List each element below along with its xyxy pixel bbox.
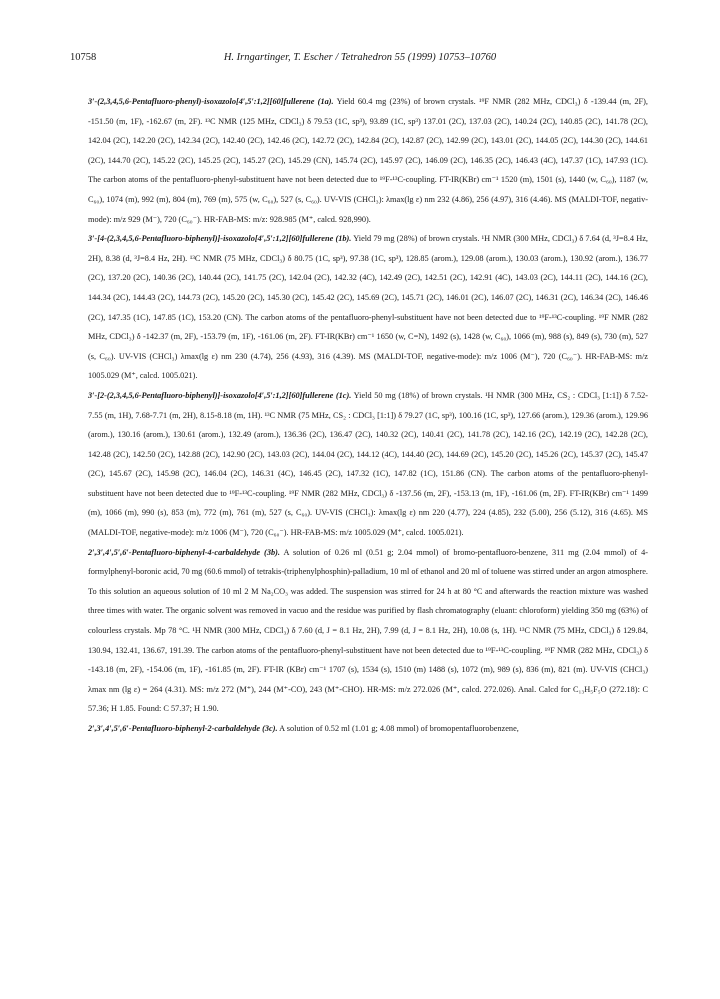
paragraph-3c bbox=[88, 719, 648, 739]
paragraph-1b bbox=[88, 229, 648, 386]
page-number: 10758 bbox=[70, 52, 97, 63]
compound-title: 2′,3′,4′,5′,6′-Pentafluoro-biphenyl-2-carbaldehyde (3c). bbox=[88, 724, 278, 733]
compound-title: 3′-[2-(2,3,4,5,6-Pentafluoro-biphenyl)]-isoxazolo[4′,5′:1,2][60]fullerene (1c). bbox=[88, 390, 352, 400]
compound-title: 3′-(2,3,4,5,6-Pentafluoro-phenyl)-isoxazolo[4′,5′:1,2][60]fullerene (1a). bbox=[88, 97, 334, 106]
compound-title: 3′-[4-(2,3,4,5,6-Pentafluoro-biphenyl)]-isoxazolo[4′,5′:1,2][60]fullerene (1b). bbox=[88, 234, 352, 244]
paragraph-text: Yield 50 mg (18%) of brown crystals. ¹H NMR (300 MHz, CS₂ : CDCl₃ [1:1]) δ 7.52-7.55 (m, 1H), 7.68-7.71 (m, 2H), 8.15-8.18 (m, 1H). ¹³C NMR (75 MHz, CS₂ : CDCl₃ [1:1]) δ 79.27 (1C, sp³), 100.16 (1C, sp³), 127.66 (arom.), 129.36 (arom.), 129.96 (arom.), 130.16 (arom.), 130.61 (arom.), 132.49 (arom.), 136.36 (2C), 136.47 (2C), 140.32 (2C), 140.41 (2C), 141.78 (2C), 142.16 (2C), 142.19 (2C), 142.28 (2C), 142.48 (2C), 142.50 (2C), 142.88 (2C), 142.90 (2C), 143.03 (2C), 144.04 (2C), 144.12 (4C), 144.40 (2C), 144.69 (2C), 145.20 (2C), 145.26 (2C), 145.37 (2C), 145.47 (2C), 145.67 (2C), 145.98 (2C), 146.04 (2C), 146.31 (4C), 146.45 (2C), 147.32 (1C), 147.82 (1C), 151.86 (CN). The carbon atoms of the pentafluoro-phenyl-substituent have not been detected due to ¹⁹F-¹³C-coupling. ¹⁹F NMR (282 MHz, CDCl₃) δ -137.56 (m, 2F), -153.13 (m, 1F), -161.06 (m, 2F). FT-IR(KBr) cm⁻¹ 1499 (m), 1066 (m), 990 (s), 853 (m), 772 (m), 761 (m), 527 (s, C₆₀). UV-VIS (CHCl₃): λmax(lg ε) nm 220 (4.77), 224 (4.85), 232 (5.00), 256 (5.12), 316 (4.65). MS (MALDI-TOF, negative-mode): m/z 1006 (M⁻), 720 (C₆₀⁻). HR-FAB-MS: m/z 1005.029 (M⁺, calcd. 1005.021). bbox=[88, 390, 649, 538]
paragraph-text: Yield 60.4 mg (23%) of brown crystals. ¹⁹F NMR (282 MHz, CDCl₃) δ -139.44 (m, 2F), -151.50 (m, 1F), -162.67 (m, 2F). ¹³C NMR (125 MHz, CDCl₃) δ 79.53 (1C, sp³), 93.89 (1C, sp³) 137.01 (2C), 137.03 (2C), 140.24 (2C), 140.85 (2C), 141.78 (2C), 142.04 (2C), 142.20 (2C), 142.34 (2C), 142.40 (2C), 142.46 (2C), 142.72 (2C), 142.84 (2C), 142.87 (2C), 142.99 (2C), 143.01 (2C), 144.05 (2C), 144.30 (2C), 144.61 (2C), 144.70 (2C), 145.22 (2C), 145.25 (2C), 145.27 (2C), 145.29 (CN), 145.74 (2C), 145.97 (2C), 146.09 (2C), 146.35 (2C), 146.43 (4C), 147.37 (1C), 147.93 (1C). The carbon atoms of the pentafluoro-phenyl-substituent have not been detected due to ¹⁹F-¹³C-coupling. FT-IR(KBr) cm⁻¹ 1520 (m), 1501 (s), 1440 (w, C₆₀), 1187 (w, C₆₀), 1074 (m), 992 (m), 804 (m), 769 (m), 575 (w, C₆₀), 527 (s, C₆₀). UV-VIS (CHCl₃): λmax(lg ε) nm 232 (4.86), 256 (4.97), 316 (4.46). MS (MALDI-TOF, negativ-mode): m/z 929 (M⁻), 720 (C₆₀⁻). HR-FAB-MS: m/z: 928.985 (M⁺, calcd. 928,990). bbox=[88, 97, 648, 224]
paragraph-text: A solution of 0.26 ml (0.51 g; 2.04 mmol) of bromo-pentafluoro-benzene, 311 mg (2.04 mmol) of 4-formylphenyl-boronic acid, 70 mg (60.6 mmol) of tetrakis-(triphenylphosphin)-palladium, 10 ml of ethanol and 20 ml of toluene was stirred under an argon atmosphere. To this solution an aqueous solution of 10 ml 2 M Na₂CO₃ was added. The suspension was stirred for 24 h at 80 °C and afterwards the reaction mixture was washed three times with water. The organic solvent was removed in vacuo and the residue was purified by flash chromatography (eluant: chloroform) yielding 350 mg (63%) of colourless crystals. Mp 78 °C. ¹H NMR (300 MHz, CDCl₃) δ 7.60 (d, J = 8.1 Hz, 2H), 7.99 (d, J = 8.1 Hz, 2H), 10.08 (s, 1H). ¹³C NMR (75 MHz, CDCl₃) δ 129.84, 130.94, 132.41, 136.67, 191.39. The carbon atoms of the pentafluoro-phenyl-substituent have not been detected due to ¹⁹F-¹³C-coupling. ¹⁹F NMR (282 MHz, CDCl₃) δ -143.18 (m, 2F), -154.06 (m, 1F), -161.85 (m, 2F). FT-IR (KBr) cm⁻¹ 1707 (s), 1534 (s), 1510 (m) 1488 (s), 1072 (m), 989 (s), 836 (m), 821 (m). UV-VIS (CHCl₃) λmax nm (lg ε) = 264 (4.31). MS: m/z 272 (M⁺), 244 (M⁺-CO), 243 (M⁺-CHO). HR-MS: m/z 272.026 (M⁺, calcd. 272.026). Anal. Calcd for C₁₃H₅F₅O (272.18): C 57.36; H 1.85. Found: C 57.37; H 1.90. bbox=[88, 547, 648, 714]
article-body bbox=[88, 92, 648, 739]
page-header bbox=[70, 52, 650, 68]
paragraph-1a bbox=[88, 92, 648, 229]
paragraph-text: A solution of 0.52 ml (1.01 g; 4.08 mmol) of bromopentafluorobenzene, bbox=[277, 724, 519, 733]
paragraph-text: Yield 79 mg (28%) of brown crystals. ¹H NMR (300 MHz, CDCl₃) δ 7.64 (d, ³J=8.4 Hz, 2H), 8.38 (d, ³J=8.4 Hz, 2H). ¹³C NMR (75 MHz, CDCl₃) δ 80.75 (1C, sp³), 97.38 (1C, sp³), 128.85 (arom.), 129.08 (arom.), 130.03 (arom.), 130.92 (arom.), 136.77 (2C), 137.20 (2C), 140.36 (2C), 140.44 (2C), 141.75 (2C), 142.04 (2C), 142.32 (4C), 142.49 (2C), 142.51 (2C), 142.91 (4C), 143.03 (2C), 144.11 (2C), 144.16 (2C), 144.34 (2C), 144.43 (2C), 144.73 (2C), 145.20 (2C), 145.30 (2C), 145.42 (2C), 145.69 (2C), 145.71 (2C), 146.01 (2C), 146.07 (2C), 146.31 (2C), 146.34 (2C), 146.46 (2C), 147.35 (1C), 147.85 (1C), 153.20 (CN). The carbon atoms of the pentafluoro-phenyl-substituent have not been detected due to ¹⁹F-¹³C-coupling. ¹⁹F NMR (282 MHz, CDCl₃) δ -142.37 (m, 2F), -153.79 (m, 1F), -161.06 (m, 2F). FT-IR(KBr) cm⁻¹ 1650 (w, C=N), 1492 (s), 1428 (w, C₆₀), 1066 (m), 988 (s), 849 (s), 730 (m), 527 (s, C₆₀). UV-VIS (CHCl₃) λmax(lg ε) nm 230 (4.74), 256 (4.93), 316 (4.39). MS (MALDI-TOF, negative-mode): m/z 1006 (M⁻), 720 (C₆₀⁻). HR-FAB-MS: m/z 1005.029 (M⁺, calcd. 1005.021). bbox=[88, 234, 648, 381]
paragraph-3b bbox=[88, 543, 648, 719]
paragraph-1c bbox=[88, 386, 648, 543]
compound-title: 2′,3′,4′,5′,6′-Pentafluoro-biphenyl-4-carbaldehyde (3b). bbox=[88, 547, 280, 557]
running-head: H. Irngartinger, T. Escher / Tetrahedron 55 (1999) 10753–10760 bbox=[223, 52, 497, 63]
